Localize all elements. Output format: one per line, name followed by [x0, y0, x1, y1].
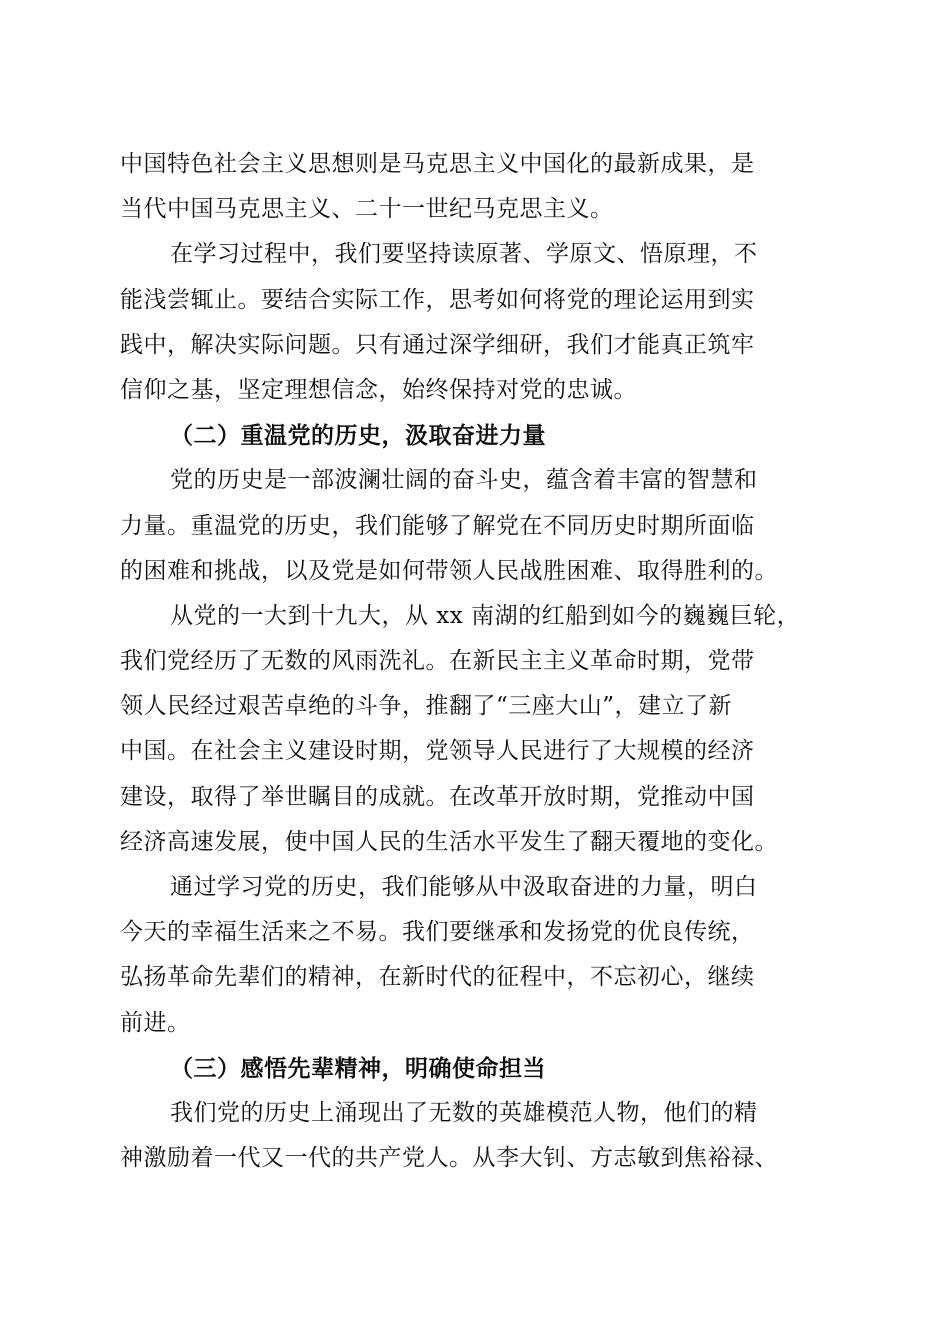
text-line: 的困难和挑战，以及党是如何带领人民战胜困难、取得胜利的。	[120, 557, 778, 584]
section-heading: （二）重温党的历史，汲取奋进力量	[170, 422, 546, 450]
text-line: 信仰之基，坚定理想信念，始终保持对党的忠诚。	[120, 376, 637, 403]
text-line: 我们党经历了无数的风雨洗礼。在新民主主义革命时期，党带	[120, 648, 755, 675]
text-line: 弘扬革命先辈们的精神，在新时代的征程中，不忘初心，继续	[120, 964, 755, 991]
text-line: 当代中国马克思主义、二十一世纪马克思主义。	[120, 196, 614, 223]
text-line: 今天的幸福生活来之不易。我们要继承和发扬党的优良传统，	[120, 919, 755, 946]
text-line: 领人民经过艰苦卓绝的斗争，推翻了“三座大山”，建立了新	[120, 693, 733, 720]
text-line: 前进。	[120, 1009, 191, 1036]
paragraph-start: 我们党的历史上涌现出了无数的英雄模范人物，他们的精	[170, 1099, 758, 1126]
text-line: 能浅尝辄止。要结合实际工作，思考如何将党的理论运用到实	[120, 286, 755, 313]
text-line: 中国特色社会主义思想则是马克思主义中国化的最新成果，是	[120, 151, 755, 177]
text-line: 中国。在社会主义建设时期，党领导人民进行了大规模的经济	[120, 738, 755, 765]
document-body	[120, 142, 832, 1181]
section-heading: （三）感悟先辈精神，明确使命担当	[170, 1054, 546, 1082]
text-line: 力量。重温党的历史，我们能够了解党在不同历史时期所面临	[120, 512, 755, 539]
paragraph-start: 党的历史是一部波澜壮阔的奋斗史，蕴含着丰富的智慧和	[170, 467, 758, 494]
paragraph-start: 从党的一大到十九大，从 xx 南湖的红船到如今的巍巍巨轮，	[170, 602, 801, 629]
paragraph-start: 通过学习党的历史，我们能够从中汲取奋进的力量，明白	[170, 874, 758, 900]
text-line: 神激励着一代又一代的共产党人。从李大钊、方志敏到焦裕禄、	[120, 1145, 778, 1172]
paragraph-start: 在学习过程中，我们要坚持读原著、学原文、悟原理，不	[170, 241, 758, 268]
text-line: 建设，取得了举世瞩目的成就。在改革开放时期，党推动中国	[120, 783, 755, 810]
text-line: 经济高速发展，使中国人民的生活水平发生了翻天覆地的变化。	[120, 828, 778, 855]
text-line: 践中，解决实际问题。只有通过深学细研，我们才能真正筑牢	[120, 331, 755, 358]
